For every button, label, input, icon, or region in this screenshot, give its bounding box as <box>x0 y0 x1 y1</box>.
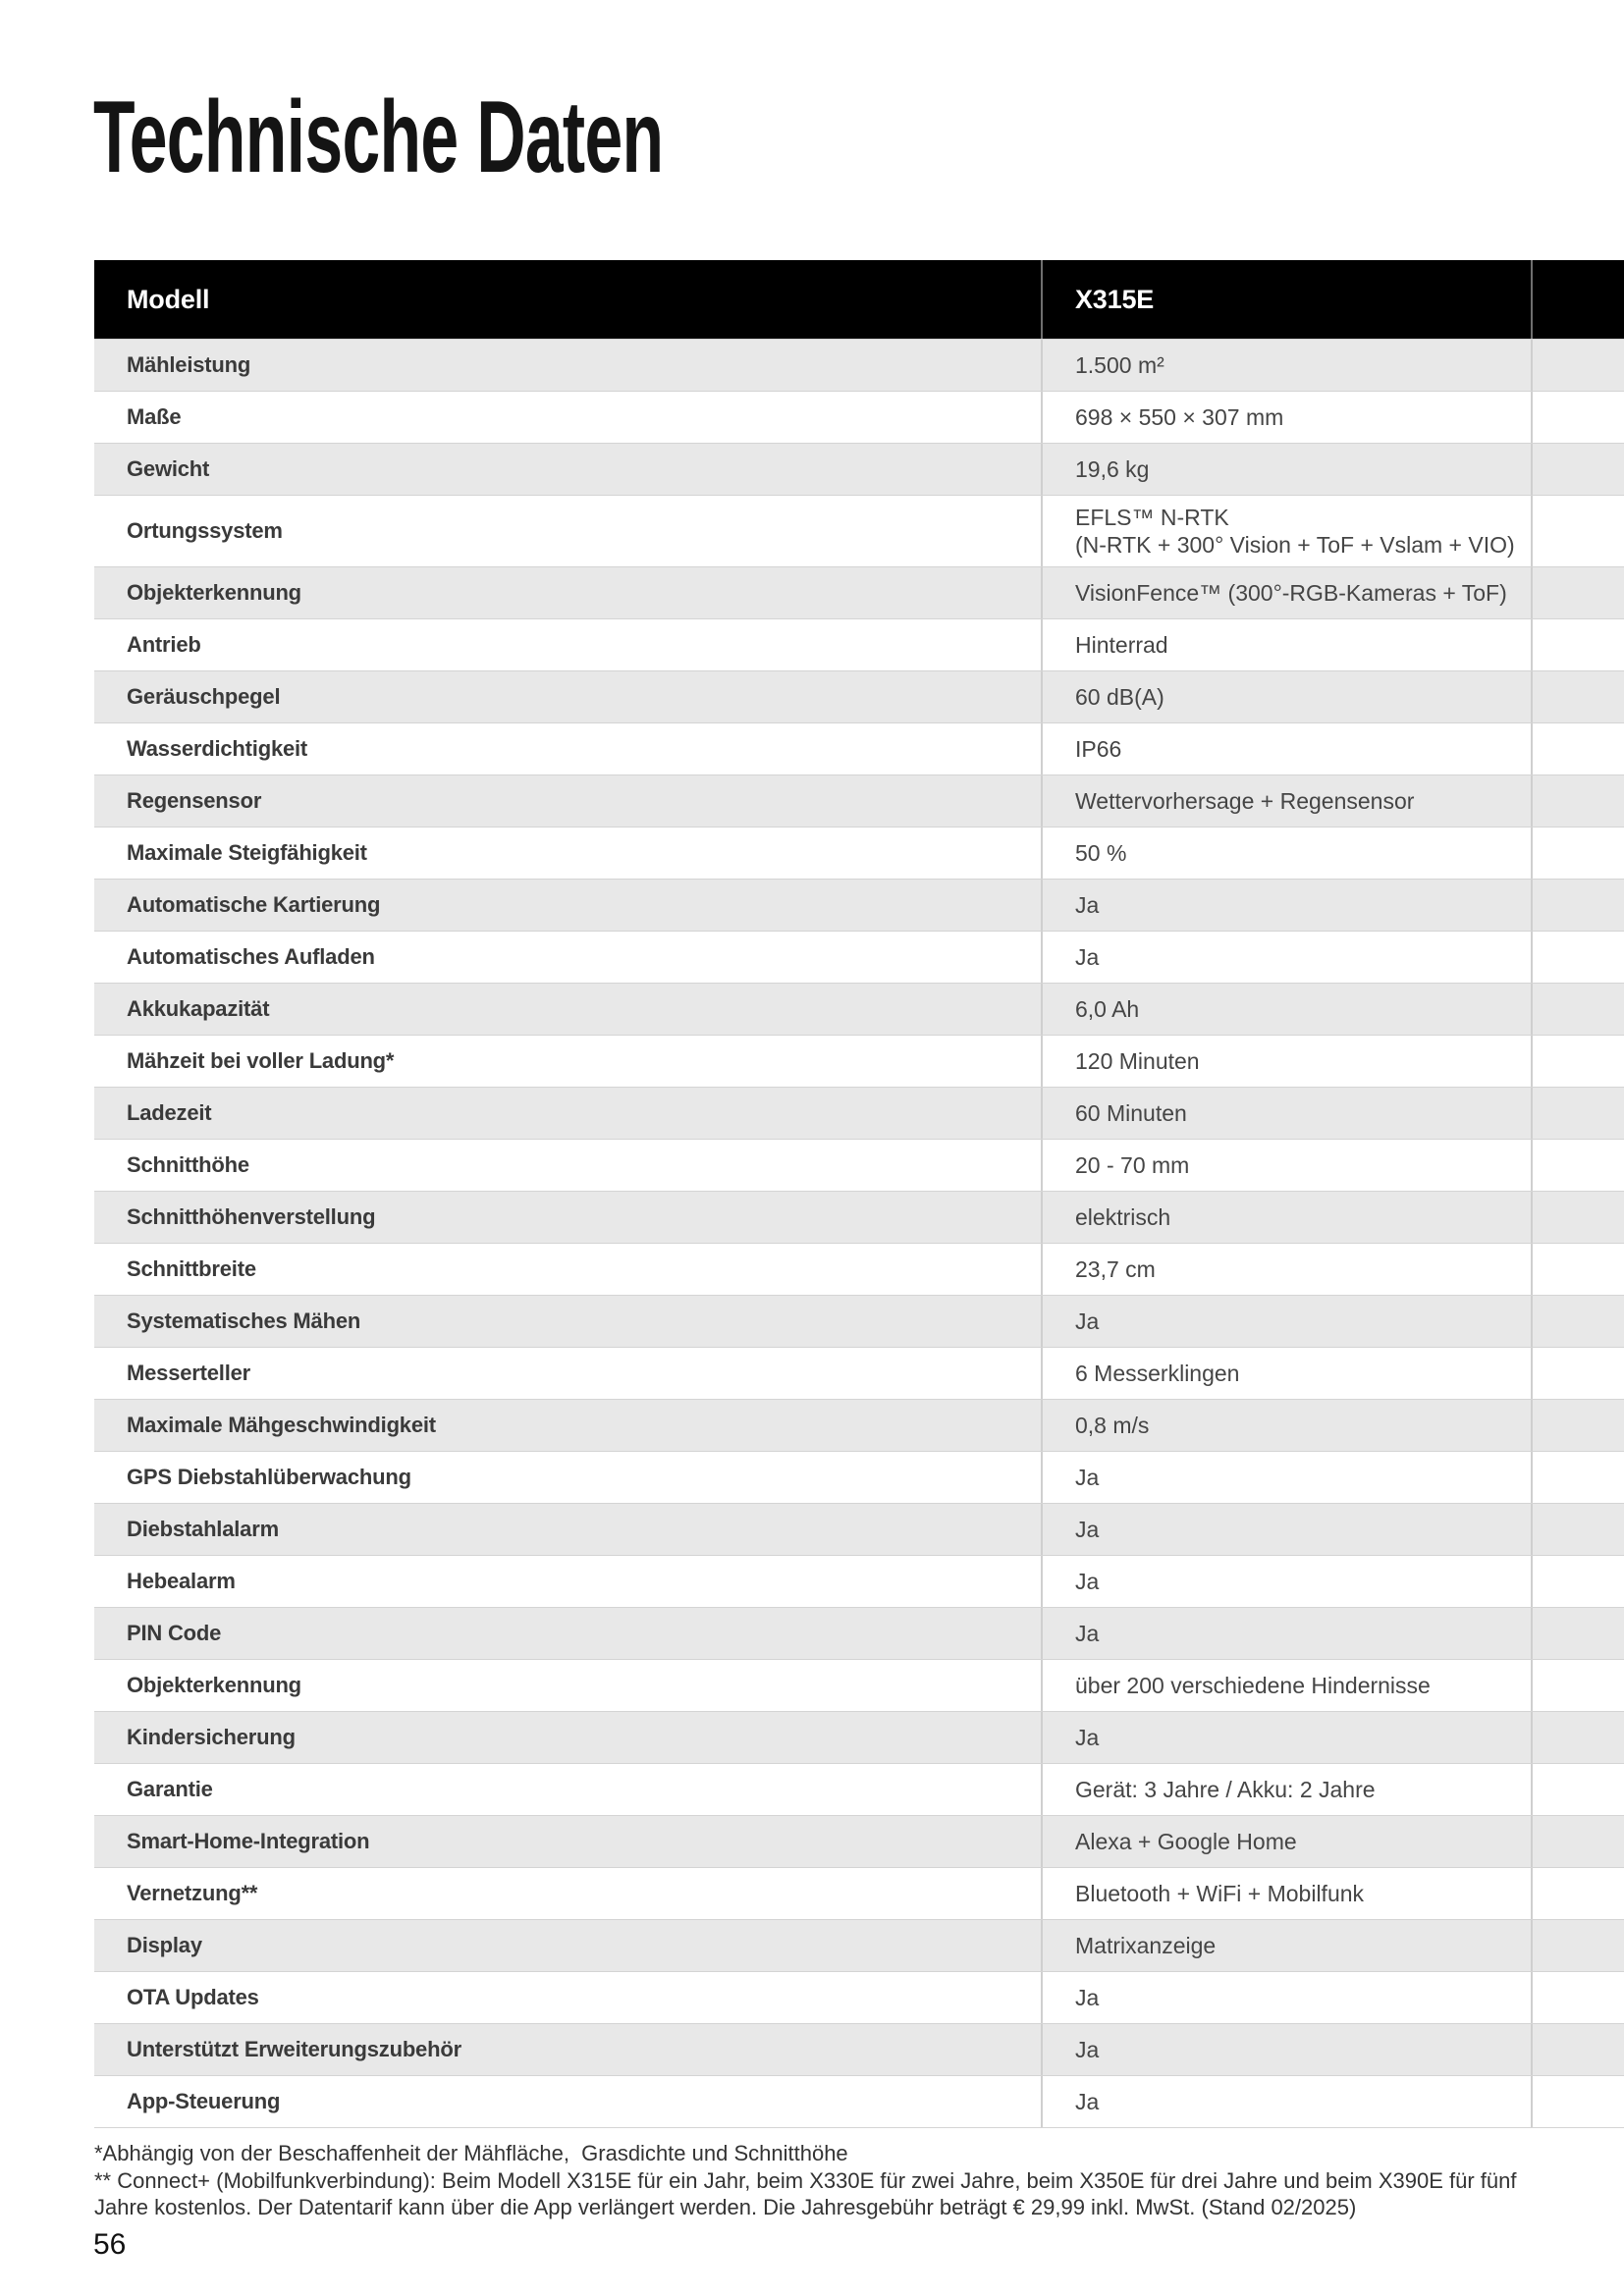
spec-extra-cell <box>1531 723 1624 774</box>
table-row <box>94 1295 1624 1347</box>
spec-value: 120 Minuten <box>1041 1036 1531 1087</box>
spec-value: Alexa + Google Home <box>1041 1816 1531 1867</box>
table-row <box>94 1815 1624 1867</box>
spec-label: PIN Code <box>127 1621 222 1645</box>
table-row <box>94 1555 1624 1607</box>
spec-extra-cell <box>1531 1608 1624 1659</box>
spec-label: Wasserdichtigkeit <box>127 736 308 761</box>
footnote-mowing-area: *Abhängig von der Beschaffenheit der Mähfläche, Grasdichte und Schnitthöhe <box>94 2141 848 2165</box>
table-row <box>94 1035 1624 1087</box>
spec-extra-cell <box>1531 1296 1624 1347</box>
spec-value: Gerät: 3 Jahre / Akku: 2 Jahre <box>1041 1764 1531 1815</box>
spec-extra-cell <box>1531 1920 1624 1971</box>
table-row <box>94 2075 1624 2127</box>
spec-value: 698 × 550 × 307 mm <box>1041 392 1531 443</box>
table-header-extra-cell <box>1531 260 1624 339</box>
spec-extra-cell <box>1531 1088 1624 1139</box>
table-row <box>94 1971 1624 2023</box>
spec-value: elektrisch <box>1041 1192 1531 1243</box>
spec-value: Ja <box>1041 1452 1531 1503</box>
spec-label: Maße <box>127 404 182 429</box>
spec-label: Hebealarm <box>127 1569 236 1593</box>
spec-value: Ja <box>1041 1296 1531 1347</box>
spec-label: Kindersicherung <box>127 1725 296 1749</box>
spec-extra-cell <box>1531 932 1624 983</box>
spec-value: EFLS™ N-RTK (N-RTK + 300° Vision + ToF + Vslam + VIO) <box>1041 496 1531 566</box>
spec-extra-cell <box>1531 1556 1624 1607</box>
spec-extra-cell <box>1531 567 1624 618</box>
spec-value: Matrixanzeige <box>1041 1920 1531 1971</box>
table-row <box>94 1347 1624 1399</box>
spec-label: Maximale Steigfähigkeit <box>127 840 367 865</box>
spec-label: Gewicht <box>127 456 210 481</box>
spec-extra-cell <box>1531 340 1624 391</box>
table-row <box>94 1139 1624 1191</box>
spec-extra-cell <box>1531 671 1624 722</box>
spec-extra-cell <box>1531 828 1624 879</box>
spec-extra-cell <box>1531 1816 1624 1867</box>
spec-label: Regensensor <box>127 788 262 813</box>
spec-value: 60 dB(A) <box>1041 671 1531 722</box>
table-row <box>94 983 1624 1035</box>
spec-label: App-Steuerung <box>127 2089 281 2113</box>
table-row <box>94 1399 1624 1451</box>
spec-label: Objekterkennung <box>127 580 301 605</box>
table-header-modell: Modell <box>127 284 210 314</box>
spec-table <box>94 260 1624 2128</box>
table-header-row <box>94 260 1624 339</box>
table-row <box>94 2023 1624 2075</box>
spec-label: Mähzeit bei voller Ladung* <box>127 1048 395 1073</box>
table-row <box>94 931 1624 983</box>
spec-value: 1.500 m² <box>1041 340 1531 391</box>
spec-label: Automatische Kartierung <box>127 892 381 917</box>
spec-extra-cell <box>1531 1504 1624 1555</box>
spec-value: 6 Messerklingen <box>1041 1348 1531 1399</box>
table-row <box>94 566 1624 618</box>
spec-label: Systematisches Mähen <box>127 1308 361 1333</box>
footnote-connect-plus: ** Connect+ (Mobilfunkverbindung): Beim Modell X315E für ein Jahr, beim X330E für zwei Jahre, beim X350E für drei Jahre und beim X390E für fünf Jahre kostenlos. Der Datentarif kann über die App verlängert werden. Die Jahresgebühr beträgt € 29,99 inkl. MwSt. (Stand 02/2025) <box>94 2167 1523 2219</box>
table-row <box>94 1607 1624 1659</box>
spec-extra-cell <box>1531 2024 1624 2075</box>
spec-value: 6,0 Ah <box>1041 984 1531 1035</box>
spec-extra-cell <box>1531 775 1624 827</box>
spec-value: Ja <box>1041 1504 1531 1555</box>
spec-label: Geräuschpegel <box>127 684 281 709</box>
spec-value: über 200 verschiedene Hindernisse <box>1041 1660 1531 1711</box>
spec-label: Antrieb <box>127 632 201 657</box>
spec-label: Schnitthöhenverstellung <box>127 1204 376 1229</box>
spec-extra-cell <box>1531 1660 1624 1711</box>
table-row <box>94 1919 1624 1971</box>
table-row <box>94 1711 1624 1763</box>
spec-value: Ja <box>1041 1608 1531 1659</box>
spec-value: 50 % <box>1041 828 1531 879</box>
spec-label: Smart-Home-Integration <box>127 1829 370 1853</box>
spec-value: Hinterrad <box>1041 619 1531 670</box>
spec-extra-cell <box>1531 2076 1624 2127</box>
footnotes <box>94 2140 1547 2221</box>
page-title: Technische Daten <box>93 80 664 194</box>
spec-value: 19,6 kg <box>1041 444 1531 495</box>
spec-label: Automatisches Aufladen <box>127 944 375 969</box>
table-row <box>94 495 1624 566</box>
spec-extra-cell <box>1531 444 1624 495</box>
spec-value: Ja <box>1041 932 1531 983</box>
table-row <box>94 879 1624 931</box>
spec-value: Ja <box>1041 2024 1531 2075</box>
table-row <box>94 722 1624 774</box>
table-row <box>94 1503 1624 1555</box>
table-row <box>94 443 1624 495</box>
spec-label: Akkukapazität <box>127 996 270 1021</box>
spec-extra-cell <box>1531 1712 1624 1763</box>
spec-label: Mähleistung <box>127 352 251 377</box>
table-row <box>94 618 1624 670</box>
spec-value: 0,8 m/s <box>1041 1400 1531 1451</box>
table-row <box>94 1087 1624 1139</box>
spec-extra-cell <box>1531 1036 1624 1087</box>
spec-label: Maximale Mähgeschwindigkeit <box>127 1413 436 1437</box>
spec-extra-cell <box>1531 880 1624 931</box>
spec-label: Vernetzung** <box>127 1881 258 1905</box>
table-row <box>94 1451 1624 1503</box>
spec-value: 20 - 70 mm <box>1041 1140 1531 1191</box>
spec-extra-cell <box>1531 1244 1624 1295</box>
table-row <box>94 827 1624 879</box>
page-number: 56 <box>93 2228 127 2261</box>
spec-label: Ladezeit <box>127 1100 212 1125</box>
spec-label: Schnitthöhe <box>127 1152 249 1177</box>
spec-value: Ja <box>1041 880 1531 931</box>
spec-label: Display <box>127 1933 202 1957</box>
spec-extra-cell <box>1531 392 1624 443</box>
spec-label: Messerteller <box>127 1361 251 1385</box>
spec-label: Diebstahlalarm <box>127 1517 279 1541</box>
table-row <box>94 670 1624 722</box>
table-body <box>94 339 1624 2128</box>
table-row <box>94 391 1624 443</box>
spec-label: Schnittbreite <box>127 1256 256 1281</box>
table-row <box>94 1191 1624 1243</box>
table-header-model-x315e: X315E <box>1041 260 1531 339</box>
spec-extra-cell <box>1531 1400 1624 1451</box>
spec-label: Garantie <box>127 1777 213 1801</box>
table-row <box>94 339 1624 391</box>
spec-value: 60 Minuten <box>1041 1088 1531 1139</box>
spec-extra-cell <box>1531 984 1624 1035</box>
spec-value: Ja <box>1041 1556 1531 1607</box>
table-row <box>94 1243 1624 1295</box>
table-row <box>94 1659 1624 1711</box>
spec-value: Ja <box>1041 1972 1531 2023</box>
spec-label: Unterstützt Erweiterungszubehör <box>127 2037 461 2061</box>
spec-value: Ja <box>1041 1712 1531 1763</box>
spec-extra-cell <box>1531 496 1624 566</box>
spec-label: Objekterkennung <box>127 1673 301 1697</box>
spec-value: 23,7 cm <box>1041 1244 1531 1295</box>
spec-label: Ortungssystem <box>127 518 283 543</box>
spec-value: Bluetooth + WiFi + Mobilfunk <box>1041 1868 1531 1919</box>
table-row <box>94 1763 1624 1815</box>
spec-value: Wettervorhersage + Regensensor <box>1041 775 1531 827</box>
spec-label: OTA Updates <box>127 1985 259 2009</box>
spec-extra-cell <box>1531 1764 1624 1815</box>
table-row <box>94 1867 1624 1919</box>
spec-label: GPS Diebstahlüberwachung <box>127 1465 411 1489</box>
spec-extra-cell <box>1531 1972 1624 2023</box>
spec-value: IP66 <box>1041 723 1531 774</box>
spec-extra-cell <box>1531 1348 1624 1399</box>
spec-value: VisionFence™ (300°-RGB-Kameras + ToF) <box>1041 567 1531 618</box>
spec-value: Ja <box>1041 2076 1531 2127</box>
table-row <box>94 774 1624 827</box>
spec-extra-cell <box>1531 1868 1624 1919</box>
spec-extra-cell <box>1531 1452 1624 1503</box>
spec-extra-cell <box>1531 1140 1624 1191</box>
spec-extra-cell <box>1531 619 1624 670</box>
spec-extra-cell <box>1531 1192 1624 1243</box>
